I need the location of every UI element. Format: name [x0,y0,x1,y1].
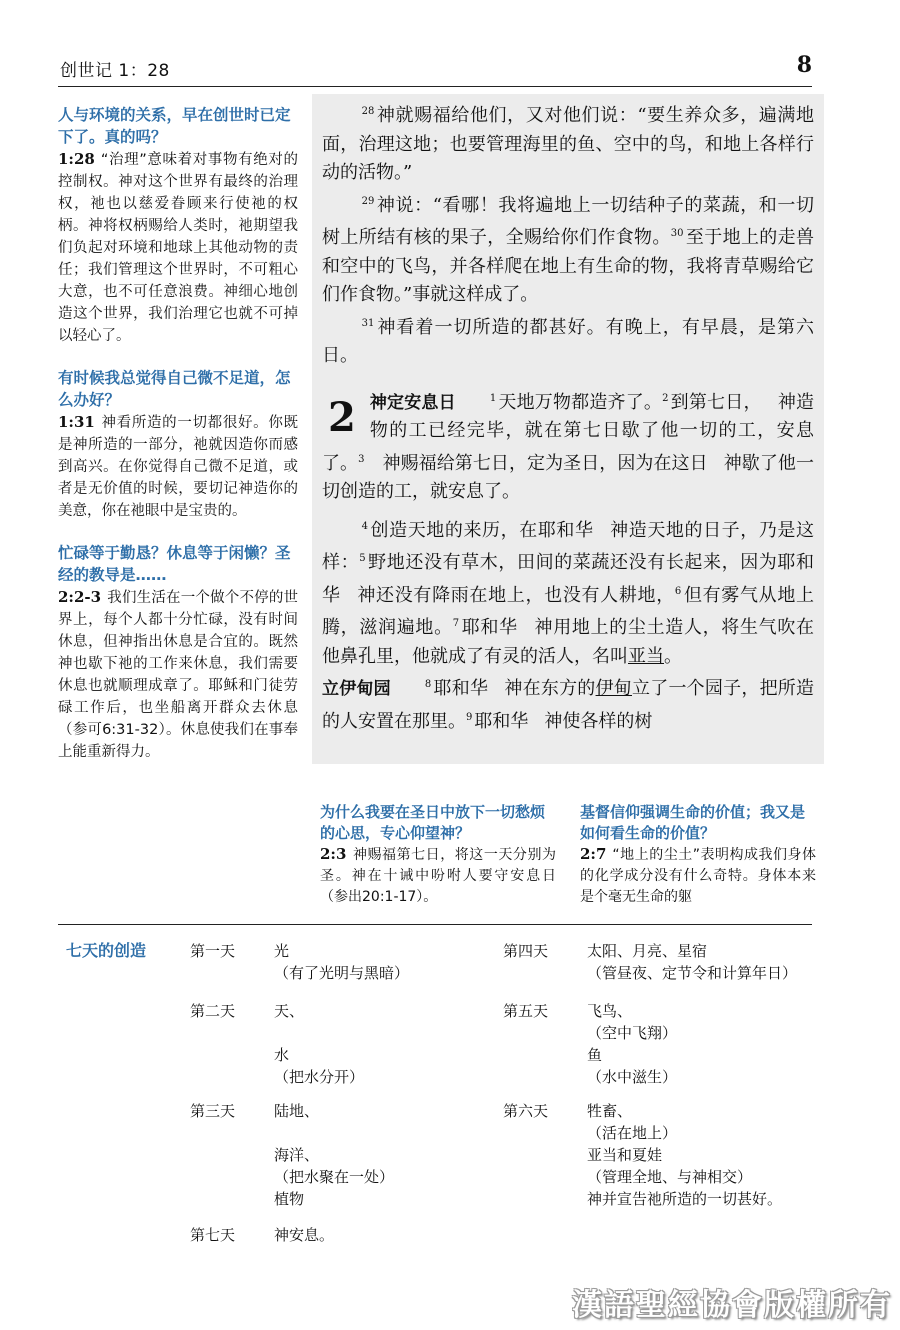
verse-text: 耶和华 [433,678,489,699]
day-content [587,1000,677,1088]
section-heading: 神定安息日 [369,392,456,413]
day-line: 鱼 [587,1046,603,1064]
note-question: 基督信仰强调生命的价值；我又是如何看生命的价值？ [580,803,806,842]
note-question: 忙碌等于勤恳？休息等于闲懒？圣经的教导是…… [58,544,291,584]
chapter-number: 2 [328,393,356,441]
day-line: 光 [274,942,290,960]
verse-text: 野地还没有草木，田间的菜蔬还没有长起来，因为耶和华 [322,552,814,606]
day-line: （有了光明与黑暗） [274,964,410,982]
verse-text: 神看着一切所造的都甚好。有晚上，有早晨，是第六日。 [322,316,814,366]
header-divider [58,86,812,87]
day-line: （活在地上） [587,1124,678,1142]
verse-text: 天地万物都造齐了。 [498,391,663,413]
verse-paragraph [322,188,814,310]
lower-note [580,802,816,908]
note-body [580,844,816,908]
day-content [587,940,797,984]
verse-number: 9 [466,711,473,723]
day-label: 第三天 [190,1102,236,1120]
day-line: 飞鸟、 [587,1002,633,1020]
verse-text: 神在东方的 [504,678,596,699]
verse-number: 8 [424,679,432,690]
verse-paragraph [322,513,814,672]
note-body [58,148,298,347]
day-line: （把水分开） [274,1068,365,1086]
verse-paragraph [322,671,814,736]
chapter-paragraph [322,385,814,507]
verse-number: 30 [670,228,684,239]
note-body [58,411,298,522]
verse-text: 神赐福给第七日，定为圣日，因为在这日 [382,452,708,474]
day-line: 神并宣告祂所造的一切甚好。 [587,1190,783,1208]
day-line: 神安息。 [274,1226,335,1244]
day-label: 第六天 [503,1102,549,1120]
verse-paragraph [322,310,814,371]
note-text: 我们生活在一个做个不停的世界上，每个人都十分忙碌，没有时间休息，但神指出休息是合宜的。既然神也歇下祂的工作来休息，我们需要休息也就顺理成章了。耶稣和门徒劳碌工作后，也坐船离开群众去休息（参可6:31-32）。休息使我们在事奉上能重新得力。 [58,590,298,760]
day-content [587,1100,782,1210]
note-question: 人与环境的关系，早在创世时已定下了。真的吗？ [58,106,291,146]
verse-text: 神用地上的尘土造人，将生气吹在他鼻孔里，他就成了有灵的活人，名叫 [322,617,815,667]
day-line: 天、 [274,1002,305,1020]
scripture-text [322,98,814,736]
note-verse-ref: 2:7 [580,845,607,863]
day-line: 海洋、 [274,1146,320,1164]
note-text: 神赐福第七日，将这一天分别为圣。神在十诫中吩咐人要守安息日（参出20:1-17）。 [320,847,556,905]
day-line: 亚当和夏娃 [587,1146,663,1164]
verse-text: 神使各样的树 [544,710,653,732]
day-line: （管昼夜、定节令和计算年日） [587,964,798,982]
day-label: 第四天 [503,942,549,960]
verse-number: 6 [674,585,682,597]
running-header-reference: 创世记 1：28 [60,61,170,81]
section-heading: 立伊甸园 [322,679,391,699]
day-line: 太阳、月亮、星宿 [587,942,708,960]
note-question: 为什么我要在圣日中放下一切愁烦的心思，专心仰望神？ [320,803,546,842]
day-line: 植物 [274,1190,305,1208]
day-line: 水 [274,1046,290,1064]
verse-text: 神就赐福给他们，又对他们说：“要生养众多，遍满地面，治理这地；也要管理海里的鱼、空中的鸟，和地上各样行动的活物。” [322,105,814,183]
day-line: 牲畜、 [587,1102,633,1120]
day-label: 第七天 [190,1226,236,1244]
verse-number: 3 [358,453,365,465]
note-text: “治理”意味着对事物有绝对的控制权。神对这个世界有最终的治理权，祂也以慈爱眷顾来行使祂的权柄。神将权柄赐给人类时，祂期望我们负起对环境和地球上其他动物的责任；我们管理这个世界时，不可粗心大意，也不可任意浪费。神细心地创造这个世界，我们治理它也就不可掉以轻心了。 [58,152,298,344]
note-verse-ref: 1:28 [58,150,95,168]
verse-number: 4 [361,520,368,532]
note-question: 有时候我总觉得自己微不足道，怎么办好？ [58,369,291,409]
day-label: 第五天 [503,1002,549,1020]
day-line: （空中飞翔） [587,1024,678,1042]
day-content [274,1000,364,1088]
verse-number: 28 [361,106,375,117]
verse-text: 耶和华 [474,710,529,732]
verse-number: 29 [361,195,375,207]
verse-text: 神造物的工已经完毕，就在第七日歇了他一切的工，安息了。 [322,391,815,474]
verse-text: 至于地上的走兽和空中的飞鸟，并各样爬在地上有生命的物，我将青草赐给它们作食物。”事就这样成了。 [322,227,815,305]
verse-number: 31 [361,317,375,329]
side-note [58,542,298,763]
day-line: （把水聚在一处） [274,1168,395,1186]
place-name-eden: 伊甸 [595,678,632,699]
day-line [274,1122,394,1144]
day-line: （水中滋生） [587,1068,678,1086]
verse-text: 神还没有降雨在地上，也没有人耕地， [356,584,675,606]
verse-number: 1 [489,392,497,404]
day-label: 第一天 [190,942,236,960]
day-content [274,1100,394,1210]
verse-number: 2 [662,392,669,404]
day-label: 第二天 [190,1002,236,1020]
verse-text: 但有雾气从地上腾，滋润遍地。 [322,584,815,638]
note-body [320,844,556,908]
copyright-watermark: 漢語聖經協會版權所有 [572,1288,892,1323]
verse-number: 7 [452,618,460,629]
day-line: （管理全地、与神相交） [587,1168,753,1186]
verse-number: 5 [359,553,366,564]
person-name-adam: 亚当 [628,645,664,667]
day-line [274,1022,364,1044]
note-text: 神看所造的一切都很好。你既是神所造的一部分，祂就因造你而感到高兴。在你觉得自己微不足道，或者是无价值的时候，要切记神造你的美意，你在祂眼中是宝贵的。 [58,415,298,519]
verse-paragraph [322,98,814,188]
note-verse-ref: 2:3 [320,845,347,863]
day-content [274,1224,334,1246]
note-verse-ref: 1:31 [58,413,95,431]
section-divider [58,924,812,925]
side-note [58,367,298,522]
side-commentary-column [58,104,298,781]
lower-note [320,802,556,908]
verse-text: 神歇了他一切创造的工，就安息了。 [322,452,814,502]
verse-text: 创造天地的来历，在耶和华 [369,519,594,541]
day-line: 陆地、 [274,1102,320,1120]
note-verse-ref: 2:2-3 [58,588,102,606]
note-body [58,586,298,763]
verse-text: 神造天地的日子，乃是这样： [322,519,815,573]
verse-text: 神说：“看哪！我将遍地上一切结种子的菜蔬，和一切树上所结有核的果子，全赐给你们作食物。 [322,194,814,248]
side-note [58,104,298,347]
verse-text: 耶和华 [461,617,518,638]
note-text: “地上的尘土”表明构成我们身体的化学成分没有什么奇特。身体本来是个毫无生命的躯 [580,847,816,905]
table-title: 七天的创造 [66,941,147,960]
page-number: 8 [796,52,812,78]
verse-text: 立了一个园子，把所造的人安置在那里。 [322,678,815,732]
verse-text: 。 [664,645,682,667]
verse-text: 到第七日， [670,391,762,413]
day-content [274,940,409,984]
